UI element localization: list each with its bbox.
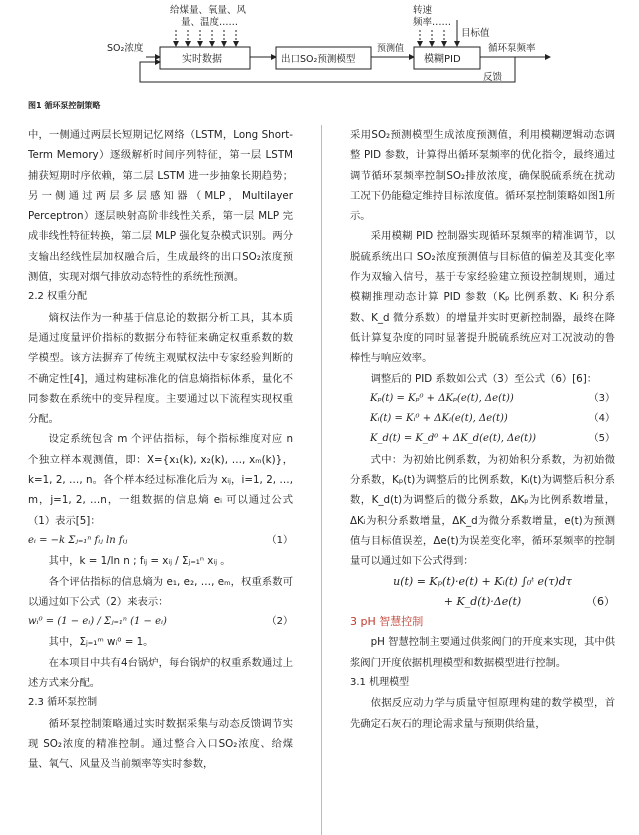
control-strategy-figure — [0, 0, 639, 100]
equation-6-line-2 — [350, 592, 615, 612]
left-column — [28, 125, 293, 775]
equation-2-body: wᵢ⁰ = (1 − eᵢ) / Σⱼ₌₁ⁿ (1 − eᵢ) — [28, 616, 167, 628]
right-paragraph-6: 依据反应动力学与质量守恒原理构建的数学模型，首先确定石灰石的理论需求量与预期供给量， — [350, 697, 615, 730]
equation-2-where: 其中，Σⱼ₌₁ᵐ wᵢ⁰ = 1。 — [48, 636, 154, 649]
equation-5 — [350, 429, 615, 449]
equation-1 — [28, 531, 293, 551]
fuzzy-pid-label: 模糊PID — [424, 54, 461, 65]
equation-3-body: Kₚ(t) = Kₚ⁰ + ΔKₚ(e(t), Δe(t)) — [370, 392, 514, 404]
so2-model-label: 出口SO₂预测模型 — [281, 54, 356, 65]
speed-arrows — [420, 30, 444, 46]
section-2-2-heading: 2.2 权重分配 — [28, 291, 88, 303]
equation-4-number: （4） — [588, 413, 615, 425]
figure-caption: 图1 循环泵控制策略 — [28, 101, 101, 110]
predicted-value-label: 预测值 — [377, 44, 405, 54]
left-paragraph-2: 熵权法作为一种基于信息论的数据分析工具，其本质是通过度量评价指标的数据分布特征来确定权重系数的数学模型。该方法摒弃了传统主观赋权法中专家经验判断的不确定性[4]，通过构建标准化的信息熵指标体系，量化不同参数在系统中的变异程度。主要通过以下流程实现权重分配。 — [28, 311, 293, 426]
left-paragraph-1: 中，一侧通过两层长短期记忆网络（LSTM，Long Short-Term Memory）逐级解析时间序列特征，第一层 LSTM 捕获短期时序依赖，第二层 LSTM 进一步抽象长期趋势；另一侧通过两层多层感知器（MLP，Multilayer Perceptron）逐层映射高阶非线性关系，第一层 MLP 完成非线性特征转换，第二层 MLP 强化复杂模式识别。两分支输出经线性层加权融合后，生成最终的出口SO₂浓度预测值，实现对烟气排放动态特性的系统性预测。 — [28, 129, 293, 284]
right-paragraph-5: pH 智慧控制主要通过供浆阀门的开度来实现，其中供浆阀门开度依据机理模型和数据模型进行控制。 — [350, 636, 615, 669]
inputs-label-line2: 量、温度…… — [181, 17, 239, 28]
equation-2-number: （2） — [266, 616, 293, 628]
column-divider — [321, 125, 322, 835]
realtime-data-label: 实时数据 — [182, 54, 222, 65]
speed-label-line2: 频率…… — [413, 17, 452, 28]
equation-6-line-2-body: + K_d(t)·Δe(t) — [443, 594, 522, 608]
equation-1-number: （1） — [266, 534, 293, 546]
equation-4-body: Kᵢ(t) = Kᵢ⁰ + ΔKᵢ(e(t), Δe(t)) — [370, 413, 508, 425]
equation-3-number: （3） — [588, 392, 615, 404]
right-paragraph-3: 调整后的 PID 系数如公式（3）至公式（6）[6]： — [370, 372, 598, 385]
left-paragraph-6: 循环泵控制策略通过实时数据采集与动态反馈调节实现 SO₂浓度的精准控制。通过整合入口SO₂浓度、给煤量、氧气、风量及当前频率等实时参数， — [28, 717, 293, 771]
equation-1-body: eᵢ = −k Σⱼ₌₁ⁿ fᵢⱼ ln fᵢⱼ — [28, 534, 128, 546]
equation-6-number: （6） — [586, 594, 615, 608]
equation-2 — [28, 612, 293, 632]
equation-3 — [350, 389, 615, 409]
left-paragraph-4: 各个评估指标的信息熵为 e₁, e₂, …, eₘ，权重系数可以通过如下公式（2）来表示： — [28, 575, 293, 608]
pump-frequency-label: 循环泵频率 — [488, 43, 536, 54]
control-strategy-diagram — [0, 0, 639, 100]
section-3-1-heading: 3.1 机理模型 — [350, 677, 410, 689]
equation-5-body: K_d(t) = K_d⁰ + ΔK_d(e(t), Δe(t)) — [370, 433, 537, 445]
right-paragraph-1: 采用SO₂预测模型生成浓度预测值，利用模糊逻辑动态调整 PID 参数，计算得出循环泵频率的优化指令，最终通过调节循环泵频率控制SO₂排放浓度，确保脱硫系统在扰动工况下仍能稳定维持目标浓度值。循环泵控制策略如图1所示。 — [350, 129, 615, 223]
inputs-label-line1: 给煤量、氧量、风 — [170, 5, 247, 16]
feedback-label: 反馈 — [483, 72, 503, 83]
target-value-label: 目标值 — [461, 28, 490, 39]
so2-label: SO₂浓度 — [107, 43, 144, 54]
right-column — [350, 125, 615, 734]
equation-1-where: 其中，k = 1/ln n ; fᵢⱼ = xᵢⱼ / Σⱼ₌₁ⁿ xᵢⱼ 。 — [48, 555, 231, 568]
section-2-3-heading: 2.3 循环泵控制 — [28, 697, 98, 709]
equation-5-number: （5） — [588, 433, 615, 445]
speed-label-line1: 转速 — [413, 5, 433, 16]
right-paragraph-2: 采用模糊 PID 控制器实现循环泵频率的精准调节，以脱硫系统出口 SO₂浓度预测值与目标值的偏差及其变化率作为双输入信号，基于专家经验建立预设控制规则，通过模糊推理动态计算 PID 参数（Kₚ 比例系数、Kᵢ 积分系数、K_d 微分系数）的增量并实时更新控制器，最终在降低计算复杂度的同时显著提升脱硫系统应对工况波动的鲁棒性与响应效率。 — [350, 230, 615, 365]
equation-4 — [350, 409, 615, 429]
right-paragraph-4: 式中：为初始比例系数，为初始积分系数，为初始微分系数，Kₚ(t)为调整后的比例系数，Kᵢ(t)为调整后积分系数，K_d(t)为调整后的微分系数，ΔKₚ为比例系数增量，ΔKᵢ为积分系数增量，ΔK_d为微分系数增量，e(t)为预测值与目标值误差，Δe(t)为误差变化率，循环泵频率的控制量可以通过如下公式得到： — [350, 453, 615, 568]
left-paragraph-5: 在本项目中共有4台锅炉，每台锅炉的权重系数通过上述方式来分配。 — [28, 656, 293, 690]
equation-6-line-1: u(t) = Kₚ(t)·e(t) + Kᵢ(t) ∫₀ᵗ e(τ)dτ — [393, 574, 572, 588]
section-3-heading: 3 pH 智慧控制 — [350, 615, 424, 629]
input-arrows — [176, 30, 236, 46]
left-paragraph-3: 设定系统包含 m 个评估指标，每个指标维度对应 n 个独立样本观测值，即：X={x₁(k), x₂(k), …, xₘ(k)}，k=1, 2, …, n。各个样本经过标准化后为 xᵢⱼ，i=1, 2, …, m，j=1, 2, …n，一组数据的信息熵 eᵢ 可以通过公式（1）表示[5]： — [28, 433, 293, 527]
